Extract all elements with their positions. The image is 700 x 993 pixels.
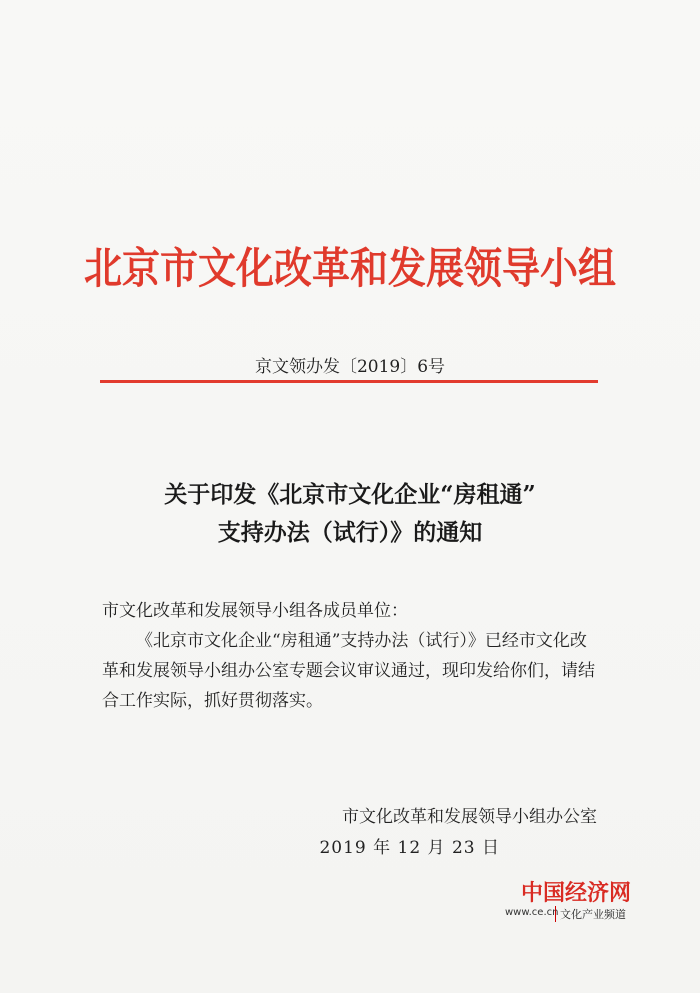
- notice-title-line-2: 支持办法（试行）》的通知: [217, 519, 483, 546]
- ce-cn-watermark-logo: [505, 876, 635, 926]
- body-paragraph-text: 《北京市文化企业“房租通”支持办法（试行）》已经市文化改革和发展领导小组办公室专题会议审议通过，现印发给你们，请结合工作实际，抓好贯彻落实。: [102, 631, 595, 711]
- document-number: 京文领办发〔2019〕6号: [254, 357, 446, 377]
- watermark-url: www.ce.cn: [505, 907, 559, 918]
- watermark-channel: 文化产业频道: [555, 906, 626, 922]
- body-paragraph: [102, 626, 600, 716]
- addressee: 市文化改革和发展领导小组各成员单位：: [102, 601, 408, 621]
- masthead-title: 北京市文化改革和发展领导小组: [83, 243, 616, 294]
- issue-date: 2019 年 12 月 23 日: [319, 838, 500, 858]
- notice-title-line-1: 关于印发《北京市文化企业“房租通”: [164, 481, 536, 508]
- watermark-brand: 中国经济网: [520, 881, 631, 906]
- red-divider-line: [100, 380, 598, 383]
- issuer-signature: 市文化改革和发展领导小组办公室: [342, 807, 597, 827]
